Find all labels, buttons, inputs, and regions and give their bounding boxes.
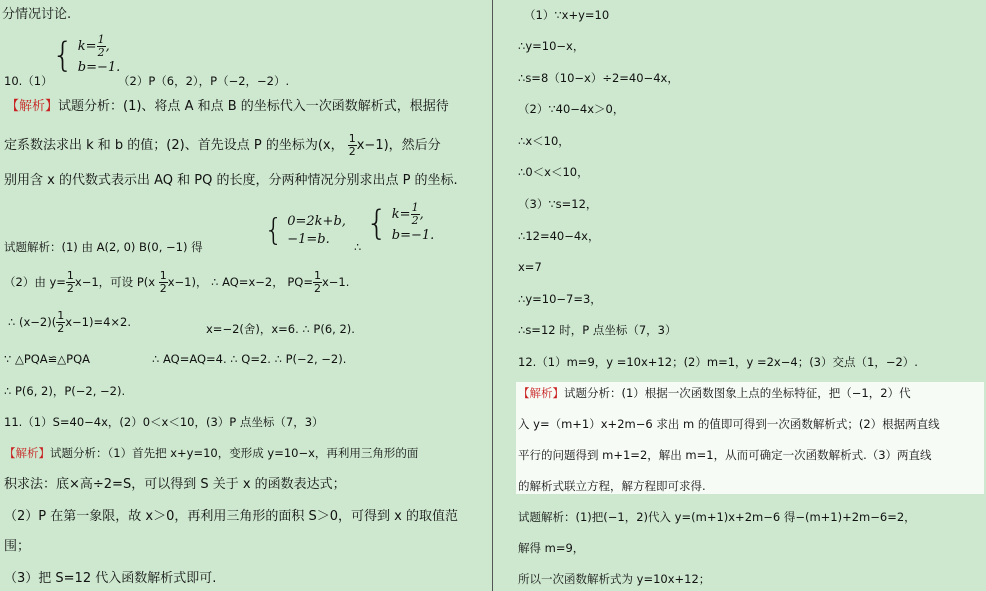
solution-line: ∴s=8（10−x）÷2=40−4x， bbox=[518, 71, 679, 85]
solution-line: 试题解析：(1) 由 A(2, 0) B(0, −1) 得 bbox=[4, 240, 203, 254]
analysis-line: 入 y=（m+1）x+2m−6 求出 m 的值即可得到一次函数解析式；(2）根据两直线 bbox=[518, 417, 940, 431]
analysis-line: 【解析】试题分析：(1）根据一次函数图象上点的坐标特征，把（−1，2）代 bbox=[518, 386, 911, 400]
solution-line: x=7 bbox=[518, 260, 542, 274]
analysis-line: （2）P 在第一象限，故 x＞0，再利用三角形的面积 S＞0，可得到 x 的取值范 bbox=[4, 509, 458, 524]
solution-line: 所以一次函数解析式为 y=10x+12； bbox=[518, 572, 711, 586]
left-column bbox=[0, 0, 492, 591]
solution-line: 解得 m=9， bbox=[518, 541, 585, 555]
solution-line: x=−2(舍)，x=6. ∴ P(6, 2). bbox=[206, 322, 355, 336]
analysis-tag: 【解析】 bbox=[4, 446, 50, 460]
analysis-line: 平行的问题得到 m+1=2，解出 m=1，从而可确定一次函数解析式.（3）两直线 bbox=[518, 448, 932, 462]
analysis-tag: 【解析】 bbox=[518, 386, 564, 400]
q10-part2: （2）P（6，2），P（−2，−2）. bbox=[118, 74, 290, 88]
solution-line: ∴ AQ=AQ=4. ∴ Q=2. ∴ P(−2, −2). bbox=[152, 352, 347, 366]
equation-system: { 0=2k+b, −1=b. bbox=[264, 213, 346, 248]
solution-line: （3）∵s=12， bbox=[518, 197, 598, 211]
right-column bbox=[494, 0, 986, 591]
answer-line: 12.（1）m=9，y =10x+12；(2）m=1，y =2x−4；(3）交点（1，−2）. bbox=[518, 355, 918, 369]
analysis-line: 围； bbox=[4, 539, 31, 554]
solution-line: ∴y=10−7=3， bbox=[518, 292, 602, 306]
solution-line: ∴y=10−x， bbox=[518, 39, 585, 53]
analysis-line: （3）把 S=12 代入函数解析式即可. bbox=[4, 571, 217, 586]
analysis-line: 定系数法求出 k 和 b 的值；(2)、首先设点 P 的坐标为(x， $\frac{1}{2}$ x−1)，然后分 bbox=[4, 132, 441, 158]
analysis-line: 【解析】试题分析：（1）首先把 x+y=10，变形成 y=10−x，再利用三角形的面 bbox=[4, 446, 419, 460]
q10-system bbox=[52, 34, 120, 77]
solution-line: （1）∵x+y=10 bbox=[524, 8, 610, 22]
solution-line: ∴ (x−2)( $\frac{1}{2}$ x−1)=4×2. bbox=[8, 309, 132, 335]
text-line: 分情况讨论. bbox=[2, 7, 72, 22]
solution-line: ∴s=12 时，P 点坐标（7，3） bbox=[518, 323, 677, 337]
equation-system: { k= $\frac{1}{2}$ , b=−1. bbox=[366, 201, 435, 244]
therefore-symbol: ∴ bbox=[354, 240, 362, 254]
q10-prefix: 10.（1） bbox=[4, 74, 53, 88]
analysis-line: 的解析式联立方程，解方程即可求得. bbox=[518, 479, 706, 493]
equation-system: k= $\frac{1}{2}$ , b=−1. bbox=[77, 33, 121, 75]
solution-line: （2）由 y= $\frac{1}{2}$ x−1，可设 P(x $\frac{1}{2}$ x−1)， ∴ AQ=x−2， PQ= $\frac{1}{2}$ x−1. bbox=[4, 269, 350, 295]
solution-line: ∴x＜10， bbox=[518, 134, 570, 148]
solution-line: （2）∵40−4x＞0， bbox=[518, 102, 625, 116]
solution-line: ∵ △PQA≌△PQA bbox=[4, 352, 91, 366]
analysis-tag: 【解析】 bbox=[6, 99, 59, 114]
solution-line: 试题解析：(1)把(−1，2)代入 y=(m+1)x+2m−6 得−(m+1)+2m−6=2， bbox=[518, 510, 916, 524]
analysis-line: 【解析】试题分析：(1)、将点 A 和点 B 的坐标代入一次函数解析式，根据待 bbox=[6, 99, 449, 114]
column-divider bbox=[492, 0, 493, 591]
analysis-line: 积求法：底×高÷2=S，可以得到 S 关于 x 的函数表达式； bbox=[4, 477, 346, 492]
solution-line: ∴12=40−4x， bbox=[518, 229, 600, 243]
solution-line: ∴0＜x＜10， bbox=[518, 165, 589, 179]
brace-symbol: { bbox=[52, 35, 74, 76]
answer-line: 11.（1）S=40−4x，(2）0＜x＜10，(3）P 点坐标（7，3） bbox=[4, 415, 324, 429]
analysis-line: 别用含 x 的代数式表示出 AQ 和 PQ 的长度，分两种情况分别求出点 P 的坐标. bbox=[4, 173, 458, 188]
solution-line: ∴ P(6, 2)，P(−2, −2). bbox=[4, 384, 126, 398]
